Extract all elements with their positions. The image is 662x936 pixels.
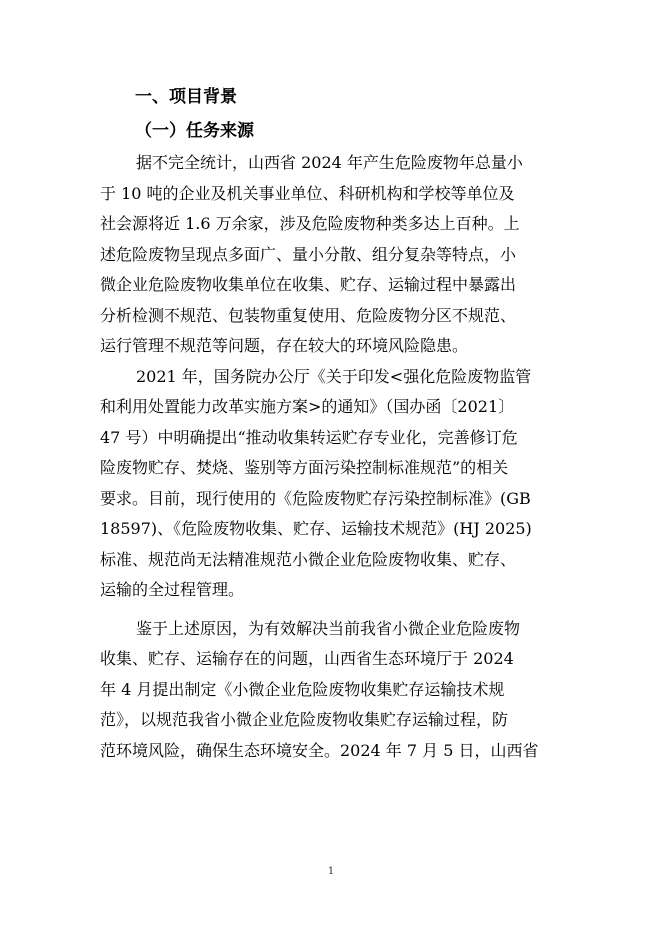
paragraph xyxy=(100,148,560,362)
text-line: 鉴于上述原因，为有效解决当前我省小微企业危险废物 xyxy=(136,618,521,638)
text-line: 于 10 吨的企业及机关事业单位、科研机构和学校等单位及 xyxy=(100,183,515,203)
text-line: 和利用处置能力改革实施方案>的通知》（国办函〔2021〕 xyxy=(100,397,515,416)
document-body xyxy=(100,80,560,766)
text-line: 范》，以规范我省小微企业危险废物收集贮存运输过程，防 xyxy=(100,710,509,729)
text-line: 2021 年，国务院办公厅《关于印发<强化危险废物监管 xyxy=(136,366,532,386)
text-line: 险废物贮存、焚烧、鉴别等方面污染控制标准规范”的相关 xyxy=(100,458,509,477)
text-line: 运输的全过程管理。 xyxy=(100,580,245,599)
text-line: 收集、贮存、运输存在的问题，山西省生态环境厅于 2024 xyxy=(100,649,514,668)
text-line: 标准、规范尚无法精准规范小微企业危险废物收集、贮存、 xyxy=(100,549,517,569)
page-number: 1 xyxy=(327,866,335,877)
text-line: 范环境风险，确保生态环境安全。2024 年 7 月 5 日，山西省 xyxy=(100,740,539,760)
text-line: 微企业危险废物收集单位在收集、贮存、运输过程中暴露出 xyxy=(100,275,517,294)
section-heading: 一、项目背景 xyxy=(135,87,237,107)
text-line: 18597)、《危险废物收集、贮存、运输技术规范》(HJ 2025) xyxy=(100,519,532,538)
paragraph xyxy=(100,362,560,606)
text-line: 要求。目前，现行使用的《危险废物贮存污染控制标准》(GB xyxy=(100,488,531,508)
subsection-heading: （一）任务来源 xyxy=(135,121,254,141)
text-line: 47 号）中明确提出“推动收集转运贮存专业化，完善修订危 xyxy=(100,427,518,447)
text-line: 社会源将近 1.6 万余家，涉及危险废物种类多达上百种。上 xyxy=(100,214,520,233)
text-line: 运行管理不规范等问题，存在较大的环境风险隐患。 xyxy=(100,336,469,355)
paragraph xyxy=(100,614,560,767)
text-line: 年 4 月提出制定《小微企业危险废物收集贮存运输技术规 xyxy=(100,679,505,699)
text-line: 述危险废物呈现点多面广、量小分散、组分复杂等特点，小 xyxy=(100,244,517,264)
text-line: 分析检测不规范、包装物重复使用、危险废物分区不规范、 xyxy=(100,305,517,325)
text-line: 据不完全统计，山西省 2024 年产生危险废物年总量小 xyxy=(136,153,523,172)
paragraph-spacer xyxy=(100,606,560,614)
